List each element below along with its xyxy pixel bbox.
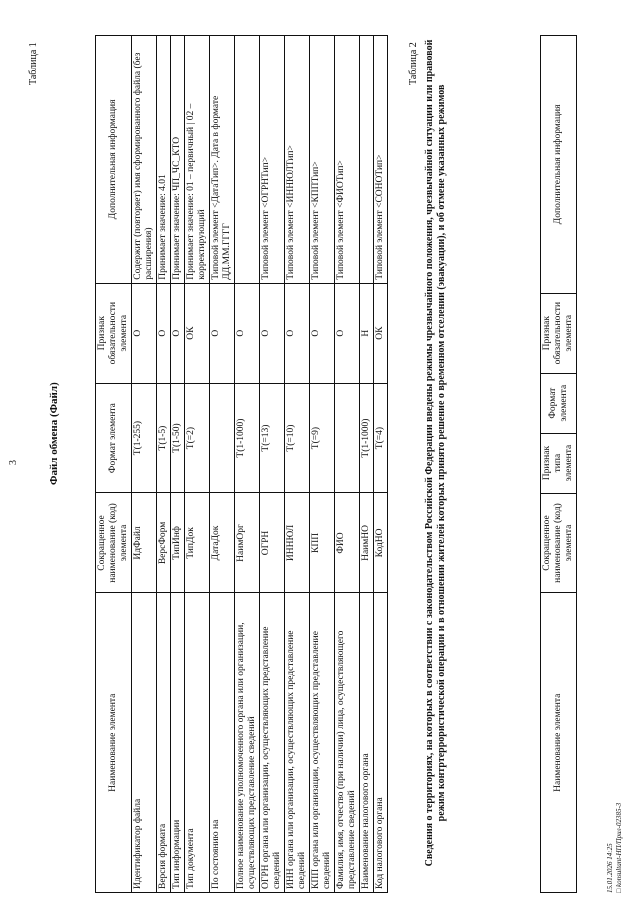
table1-cell: Тип информации: [171, 593, 185, 893]
table1-cell: ТипДок: [185, 493, 210, 593]
table1-cell: Версия формата: [157, 593, 171, 893]
table2-label: Таблица 2: [408, 42, 419, 85]
table1-cell: Содержит (повторяет) имя сформированного файла (без расширения): [132, 36, 157, 284]
table1-row: [260, 36, 285, 893]
table1-cell: ИдФайл: [132, 493, 157, 593]
table1: [95, 35, 388, 893]
stamp-line: □ konsultant-НП/Прил-02385-3: [615, 802, 623, 893]
table1-cell: ДатаДок: [210, 493, 235, 593]
table1-cell: НаимОрг: [235, 493, 260, 593]
table1-header: Сокращенное наименование (код) элемента: [96, 493, 132, 593]
table1-cell: T(=10): [285, 383, 310, 493]
table1-cell: O: [285, 283, 310, 383]
table1-cell: Типовой элемент <ИННЮЛТип>: [285, 36, 310, 284]
table1-cell: Н: [360, 283, 374, 383]
table1-cell: ВерсФорм: [157, 493, 171, 593]
page-number: 3: [8, 460, 19, 465]
table1-cell: T(1-5): [157, 383, 171, 493]
table2-header-row: [541, 36, 577, 893]
table1-cell: T(=13): [260, 383, 285, 493]
table1-header: Дополнительная информация: [96, 36, 132, 284]
table2-header: Сокращенное наименование (код) элемента: [541, 493, 577, 593]
table1-row: [132, 36, 157, 893]
table1-cell: [335, 383, 360, 493]
table1-cell: Типовой элемент <СОНОТип>: [374, 36, 388, 284]
table1-row: [171, 36, 185, 893]
table1-cell: Фамилия, имя, отчество (при наличии) лица, осуществляющего представление сведений: [335, 593, 360, 893]
table1-cell: Код налогового органа: [374, 593, 388, 893]
file-title: Файл обмена (Файл): [48, 382, 60, 485]
table1-cell: O: [260, 283, 285, 383]
table2-header: Формат элемента: [541, 373, 577, 433]
table1-row: [335, 36, 360, 893]
table1-cell: КПП: [310, 493, 335, 593]
stamp: [606, 803, 624, 893]
table1-cell: ТипИнф: [171, 493, 185, 593]
table1-cell: КПП органа или организации, осуществляющих представление сведений: [310, 593, 335, 893]
table1-cell: O: [157, 283, 171, 383]
table1-row: [360, 36, 374, 893]
table1-cell: ОГРН: [260, 493, 285, 593]
table1-cell: O: [335, 283, 360, 383]
table1-cell: Принимает значение: 4.01: [157, 36, 171, 284]
table1-row: [185, 36, 210, 893]
table1-cell: Типовой элемент <КППТип>: [310, 36, 335, 284]
table1-cell: [360, 36, 374, 284]
table1-cell: O: [132, 283, 157, 383]
table1-cell: Тип документа: [185, 593, 210, 893]
table1-cell: T(1-1000): [235, 383, 260, 493]
table1-row: [235, 36, 260, 893]
table1-cell: ИНН органа или организации, осуществляющих представление сведений: [285, 593, 310, 893]
table1-cell: O: [235, 283, 260, 383]
table1-cell: T(1-50): [171, 383, 185, 493]
table1-row: [285, 36, 310, 893]
table1-cell: Идентификатор файла: [132, 593, 157, 893]
table1-header: Наименование элемента: [96, 593, 132, 893]
table1-cell: Принимает значение: ЧП_ЧС_КТО: [171, 36, 185, 284]
table1-header: Формат элемента: [96, 383, 132, 493]
table1-cell: КодНО: [374, 493, 388, 593]
table1-cell: [235, 36, 260, 284]
table1-cell: Типовой элемент <ОГРНТип>: [260, 36, 285, 284]
table1-label: Таблица 1: [28, 42, 39, 85]
table1-cell: T(1-1000): [360, 383, 374, 493]
table2-header: Признак обязательности элемента: [541, 293, 577, 373]
table1-header-row: [96, 36, 132, 893]
table1-cell: O: [310, 283, 335, 383]
table1-cell: ОК: [374, 283, 388, 383]
table1-header: Признак обязательности элемента: [96, 283, 132, 383]
table1-cell: Типовой элемент <ФИОТип>: [335, 36, 360, 284]
table1-row: [374, 36, 388, 893]
table2-header: Наименование элемента: [541, 593, 577, 893]
table1-cell: T(=9): [310, 383, 335, 493]
table1-cell: По состоянию на: [210, 593, 235, 893]
table1-cell: ИННЮЛ: [285, 493, 310, 593]
stamp-line: 15.01.2026 14:25: [606, 843, 614, 893]
table1-cell: T(1-255): [132, 383, 157, 493]
table1-cell: T(=4): [374, 383, 388, 493]
table1-cell: ОК: [185, 283, 210, 383]
table1-row: [310, 36, 335, 893]
table1-row: [157, 36, 171, 893]
table1-row: [210, 36, 235, 893]
table2-header: Признак типа элемента: [541, 433, 577, 493]
table1-cell: Полное наименование уполномоченного органа или организации, осуществляющих представление сведений: [235, 593, 260, 893]
table1-cell: НаимНО: [360, 493, 374, 593]
table1-cell: O: [210, 283, 235, 383]
table2: [540, 35, 577, 893]
table1-cell: Наименование налогового органа: [360, 593, 374, 893]
table1-cell: Типовой элемент <ДатаТип>. Дата в формате ДД.ММ.ГГГГ: [210, 36, 235, 284]
table1-cell: T(=2): [185, 383, 210, 493]
table1-cell: ФИО: [335, 493, 360, 593]
table1-cell: O: [171, 283, 185, 383]
table2-title: Сведения о территориях, на которых в соответствии с законодательством Российской Федерации введены режимы чрезвычайного положения, чрезвычайной ситуации или правовой режим контртеррористической операции и в отношении жителей которых принято решение о временном отселении (эвакуации), и об отмене указанных режимов: [424, 39, 447, 867]
table1-cell: ОГРН органа или организации, осуществляющих представление сведений: [260, 593, 285, 893]
table2-header: Дополнительная информация: [541, 36, 577, 294]
table1-cell: Принимает значение: 01 – первичный | 02 – корректирующий: [185, 36, 210, 284]
table1-cell: [210, 383, 235, 493]
